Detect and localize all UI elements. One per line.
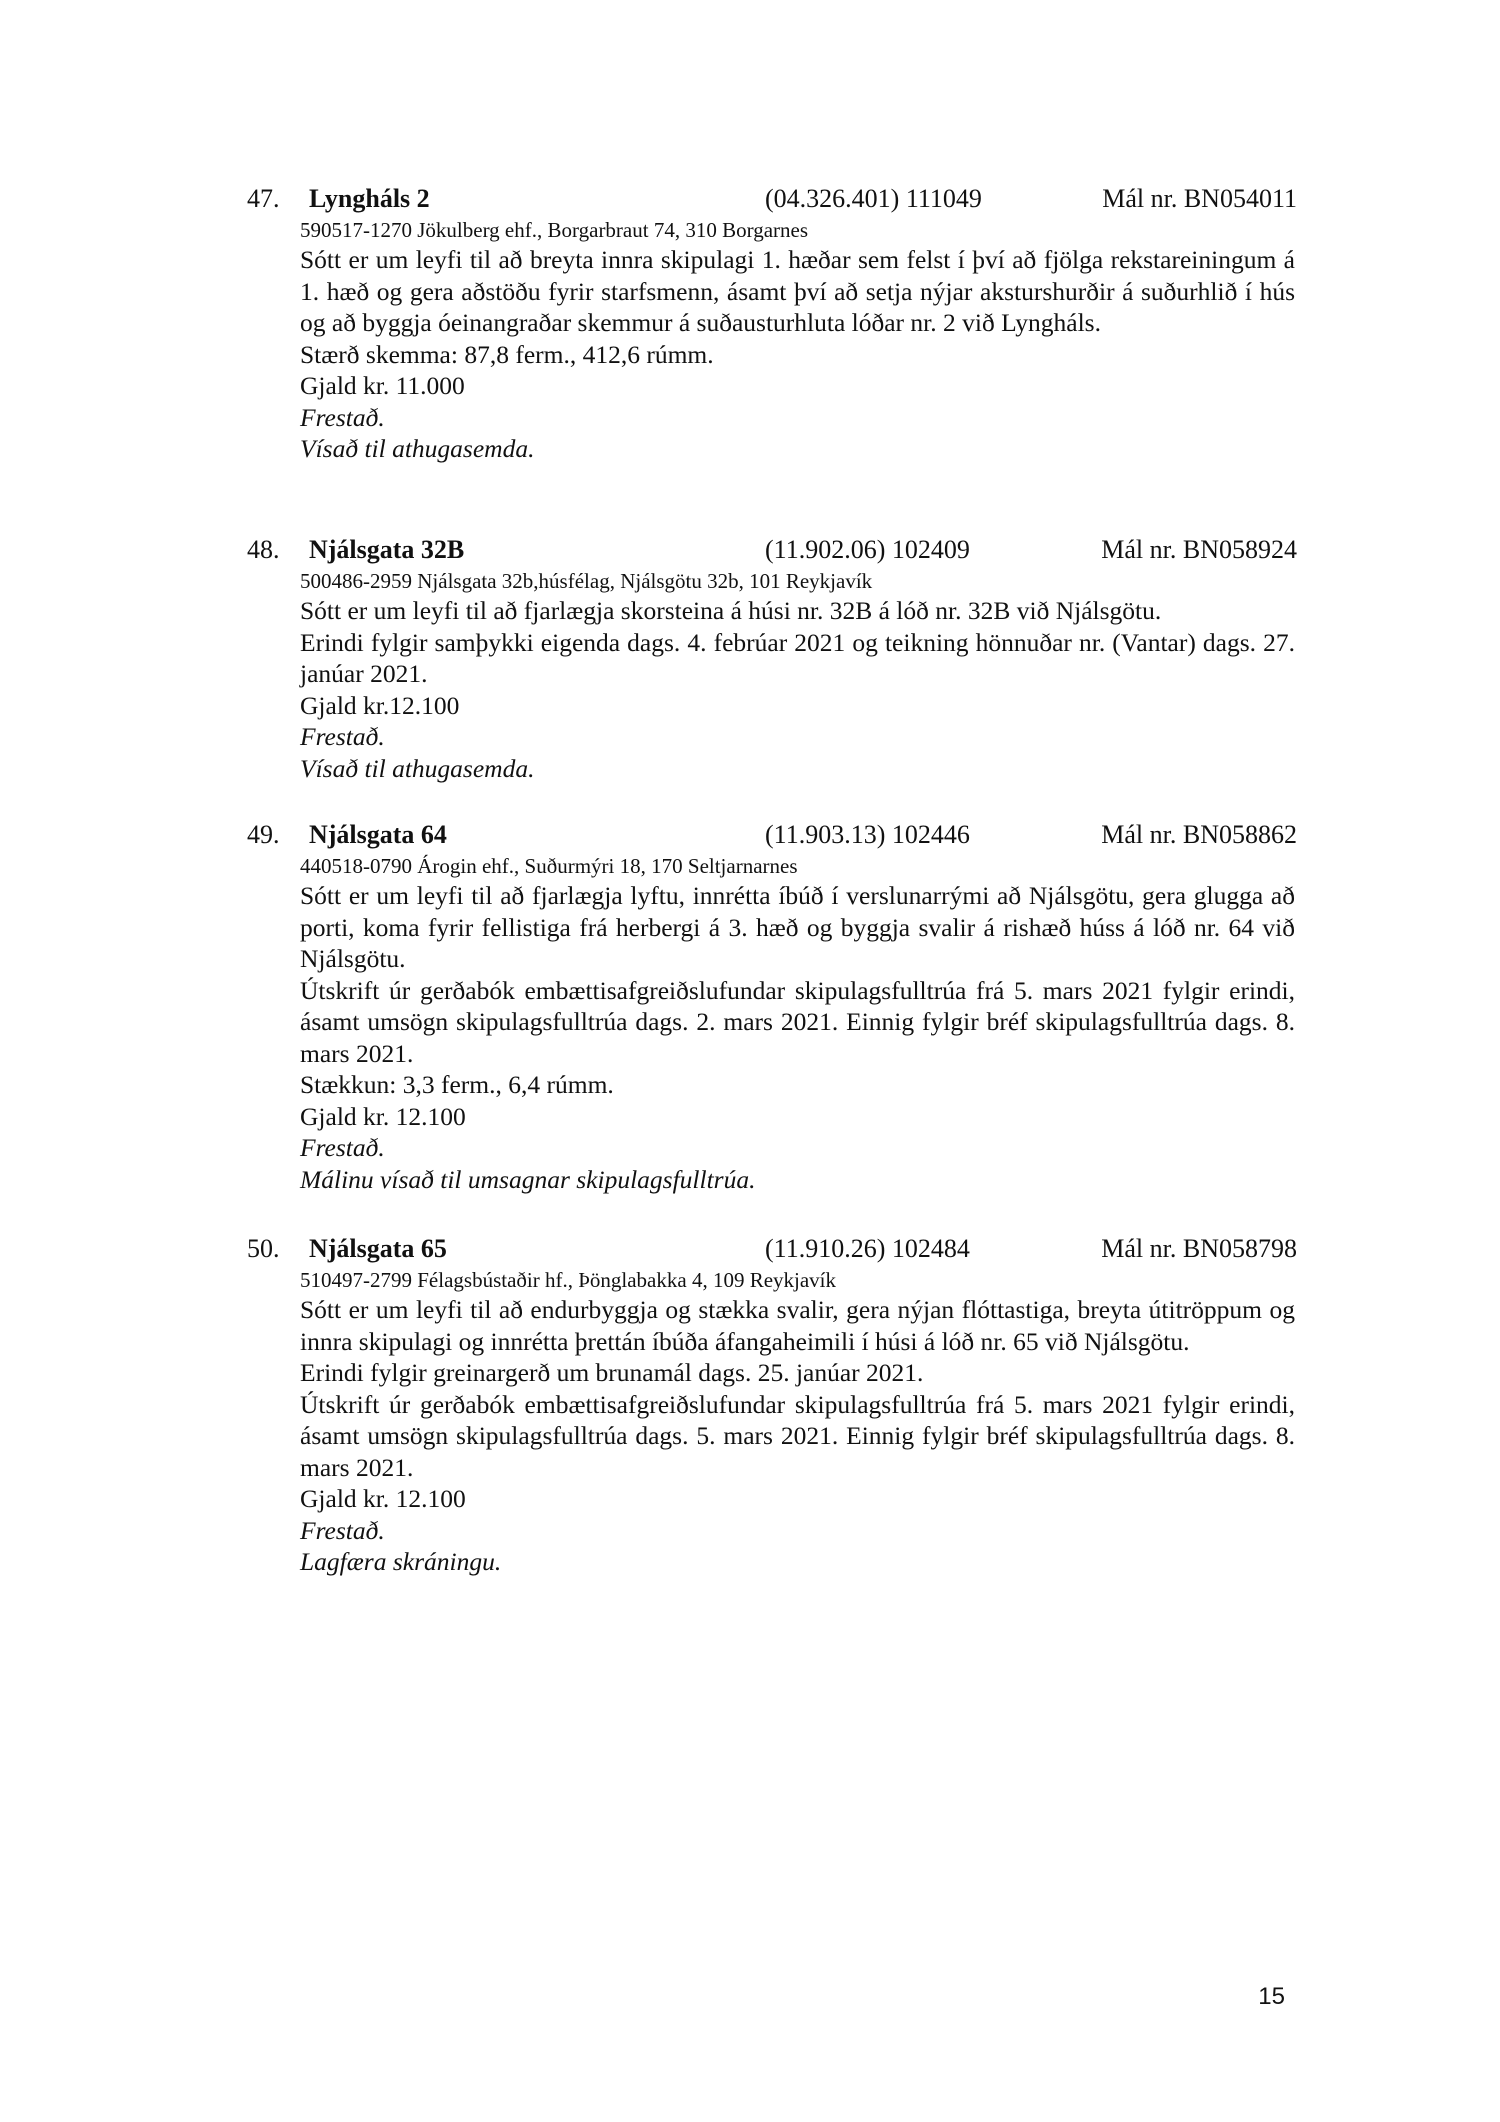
agenda-item bbox=[247, 182, 1297, 465]
decision: Frestað. bbox=[300, 402, 385, 432]
size: Stækkun: 3,3 ferm., 6,4 rúmm. bbox=[300, 1070, 614, 1099]
item-number: 48. bbox=[247, 535, 280, 564]
applicant: 510497-2799 Félagsbústaðir hf., Þönglabakka 4, 109 Reykjavík bbox=[300, 1268, 837, 1292]
item-body bbox=[300, 567, 1295, 784]
item-address: Njálsgata 65 bbox=[309, 1234, 447, 1263]
attachment: Erindi fylgir samþykki eigenda dags. 4. febrúar 2021 og teikning hönnuðar nr. (Vantar) dags. 27. janúar 2021. bbox=[300, 627, 1295, 688]
agenda-item bbox=[247, 533, 1297, 784]
agenda-item bbox=[247, 818, 1297, 1195]
item-identifiers: (11.903.13) 102446 bbox=[765, 820, 970, 849]
item-header bbox=[247, 182, 1297, 216]
page-number: 15 bbox=[1258, 1983, 1285, 2010]
item-header bbox=[247, 533, 1297, 567]
decision-note: Málinu vísað til umsagnar skipulagsfulltrúa. bbox=[300, 1164, 756, 1194]
size: Stærð skemma: 87,8 ferm., 412,6 rúmm. bbox=[300, 339, 714, 369]
item-identifiers: (11.910.26) 102484 bbox=[765, 1234, 970, 1263]
attachment: Erindi fylgir greinargerð um brunamál dags. 25. janúar 2021. bbox=[300, 1358, 924, 1387]
item-header bbox=[247, 1232, 1297, 1266]
item-number: 49. bbox=[247, 820, 280, 849]
item-body bbox=[300, 216, 1295, 465]
item-address: Lyngháls 2 bbox=[309, 184, 430, 213]
description: Sótt er um leyfi til að fjarlægja skorsteina á húsi nr. 32B á lóð nr. 32B við Njálsgötu. bbox=[300, 596, 1162, 625]
item-number: 47. bbox=[247, 184, 280, 213]
case-number: Mál nr. BN058862 bbox=[1101, 820, 1297, 849]
item-number: 50. bbox=[247, 1234, 280, 1263]
fee: Gjald kr. 12.100 bbox=[300, 1484, 466, 1513]
item-address: Njálsgata 64 bbox=[309, 820, 447, 849]
description: Sótt er um leyfi til að breyta innra skipulagi 1. hæðar sem felst í því að fjölga rekstareiningum á 1. hæð og gera aðstöðu fyrir starfsmenn, ásamt því að setja nýjar aksturshurðir á suðurhlið í hús og að byggja óeinangraðar skemmur á suðausturhluta lóðar nr. 2 við Lyngháls. bbox=[300, 245, 1295, 337]
description: Sótt er um leyfi til að fjarlægja lyftu, innrétta íbúð í verslunarrými að Njálsgötu, gera glugga að porti, koma fyrir fellistiga frá herbergi á 3. hæð og byggja svalir á rishæð húss á lóð nr. 64 við Njálsgötu. bbox=[300, 881, 1295, 973]
applicant: 590517-1270 Jökulberg ehf., Borgarbraut 74, 310 Borgarnes bbox=[300, 218, 809, 242]
item-address: Njálsgata 32B bbox=[309, 535, 465, 564]
case-number: Mál nr. BN058924 bbox=[1101, 535, 1297, 564]
item-header bbox=[247, 818, 1297, 852]
decision-note: Vísað til athugasemda. bbox=[300, 753, 535, 783]
decision: Frestað. bbox=[300, 1515, 385, 1545]
item-body bbox=[300, 852, 1295, 1195]
case-number: Mál nr. BN058798 bbox=[1101, 1234, 1297, 1263]
decision: Frestað. bbox=[300, 1133, 385, 1162]
fee: Gjald kr.12.100 bbox=[300, 690, 460, 720]
case-number: Mál nr. BN054011 bbox=[1102, 184, 1297, 213]
attachment: Útskrift úr gerðabók embættisafgreiðslufundar skipulagsfulltrúa frá 5. mars 2021 fylgir erindi, ásamt umsögn skipulagsfulltrúa dags. 2. mars 2021. Einnig fylgir bréf skipulagsfulltrúa dags. 8. mars 2021. bbox=[300, 975, 1295, 1068]
decision: Frestað. bbox=[300, 722, 385, 751]
attachment-2: Útskrift úr gerðabók embættisafgreiðslufundar skipulagsfulltrúa frá 5. mars 2021 fylgir erindi, ásamt umsögn skipulagsfulltrúa dags. 5. mars 2021. Einnig fylgir bréf skipulagsfulltrúa dags. 8. mars 2021. bbox=[300, 1389, 1295, 1482]
fee: Gjald kr. 11.000 bbox=[300, 371, 465, 400]
applicant: 440518-0790 Árogin ehf., Suðurmýri 18, 170 Seltjarnarnes bbox=[300, 854, 798, 878]
item-body bbox=[300, 1266, 1295, 1578]
fee: Gjald kr. 12.100 bbox=[300, 1101, 466, 1131]
item-identifiers: (04.326.401) 111049 bbox=[765, 184, 982, 213]
description: Sótt er um leyfi til að endurbyggja og stækka svalir, gera nýjan flóttastiga, breyta útitröppum og innra skipulagi og innrétta þrettán íbúða áfangaheimili í húsi á lóð nr. 65 við Njálsgötu. bbox=[300, 1295, 1295, 1356]
item-identifiers: (11.902.06) 102409 bbox=[765, 535, 970, 564]
agenda-item bbox=[247, 1232, 1297, 1578]
decision-note: Vísað til athugasemda. bbox=[300, 434, 535, 463]
decision-note: Lagfæra skráningu. bbox=[300, 1547, 502, 1576]
applicant: 500486-2959 Njálsgata 32b,húsfélag, Njálsgötu 32b, 101 Reykjavík bbox=[300, 569, 873, 593]
